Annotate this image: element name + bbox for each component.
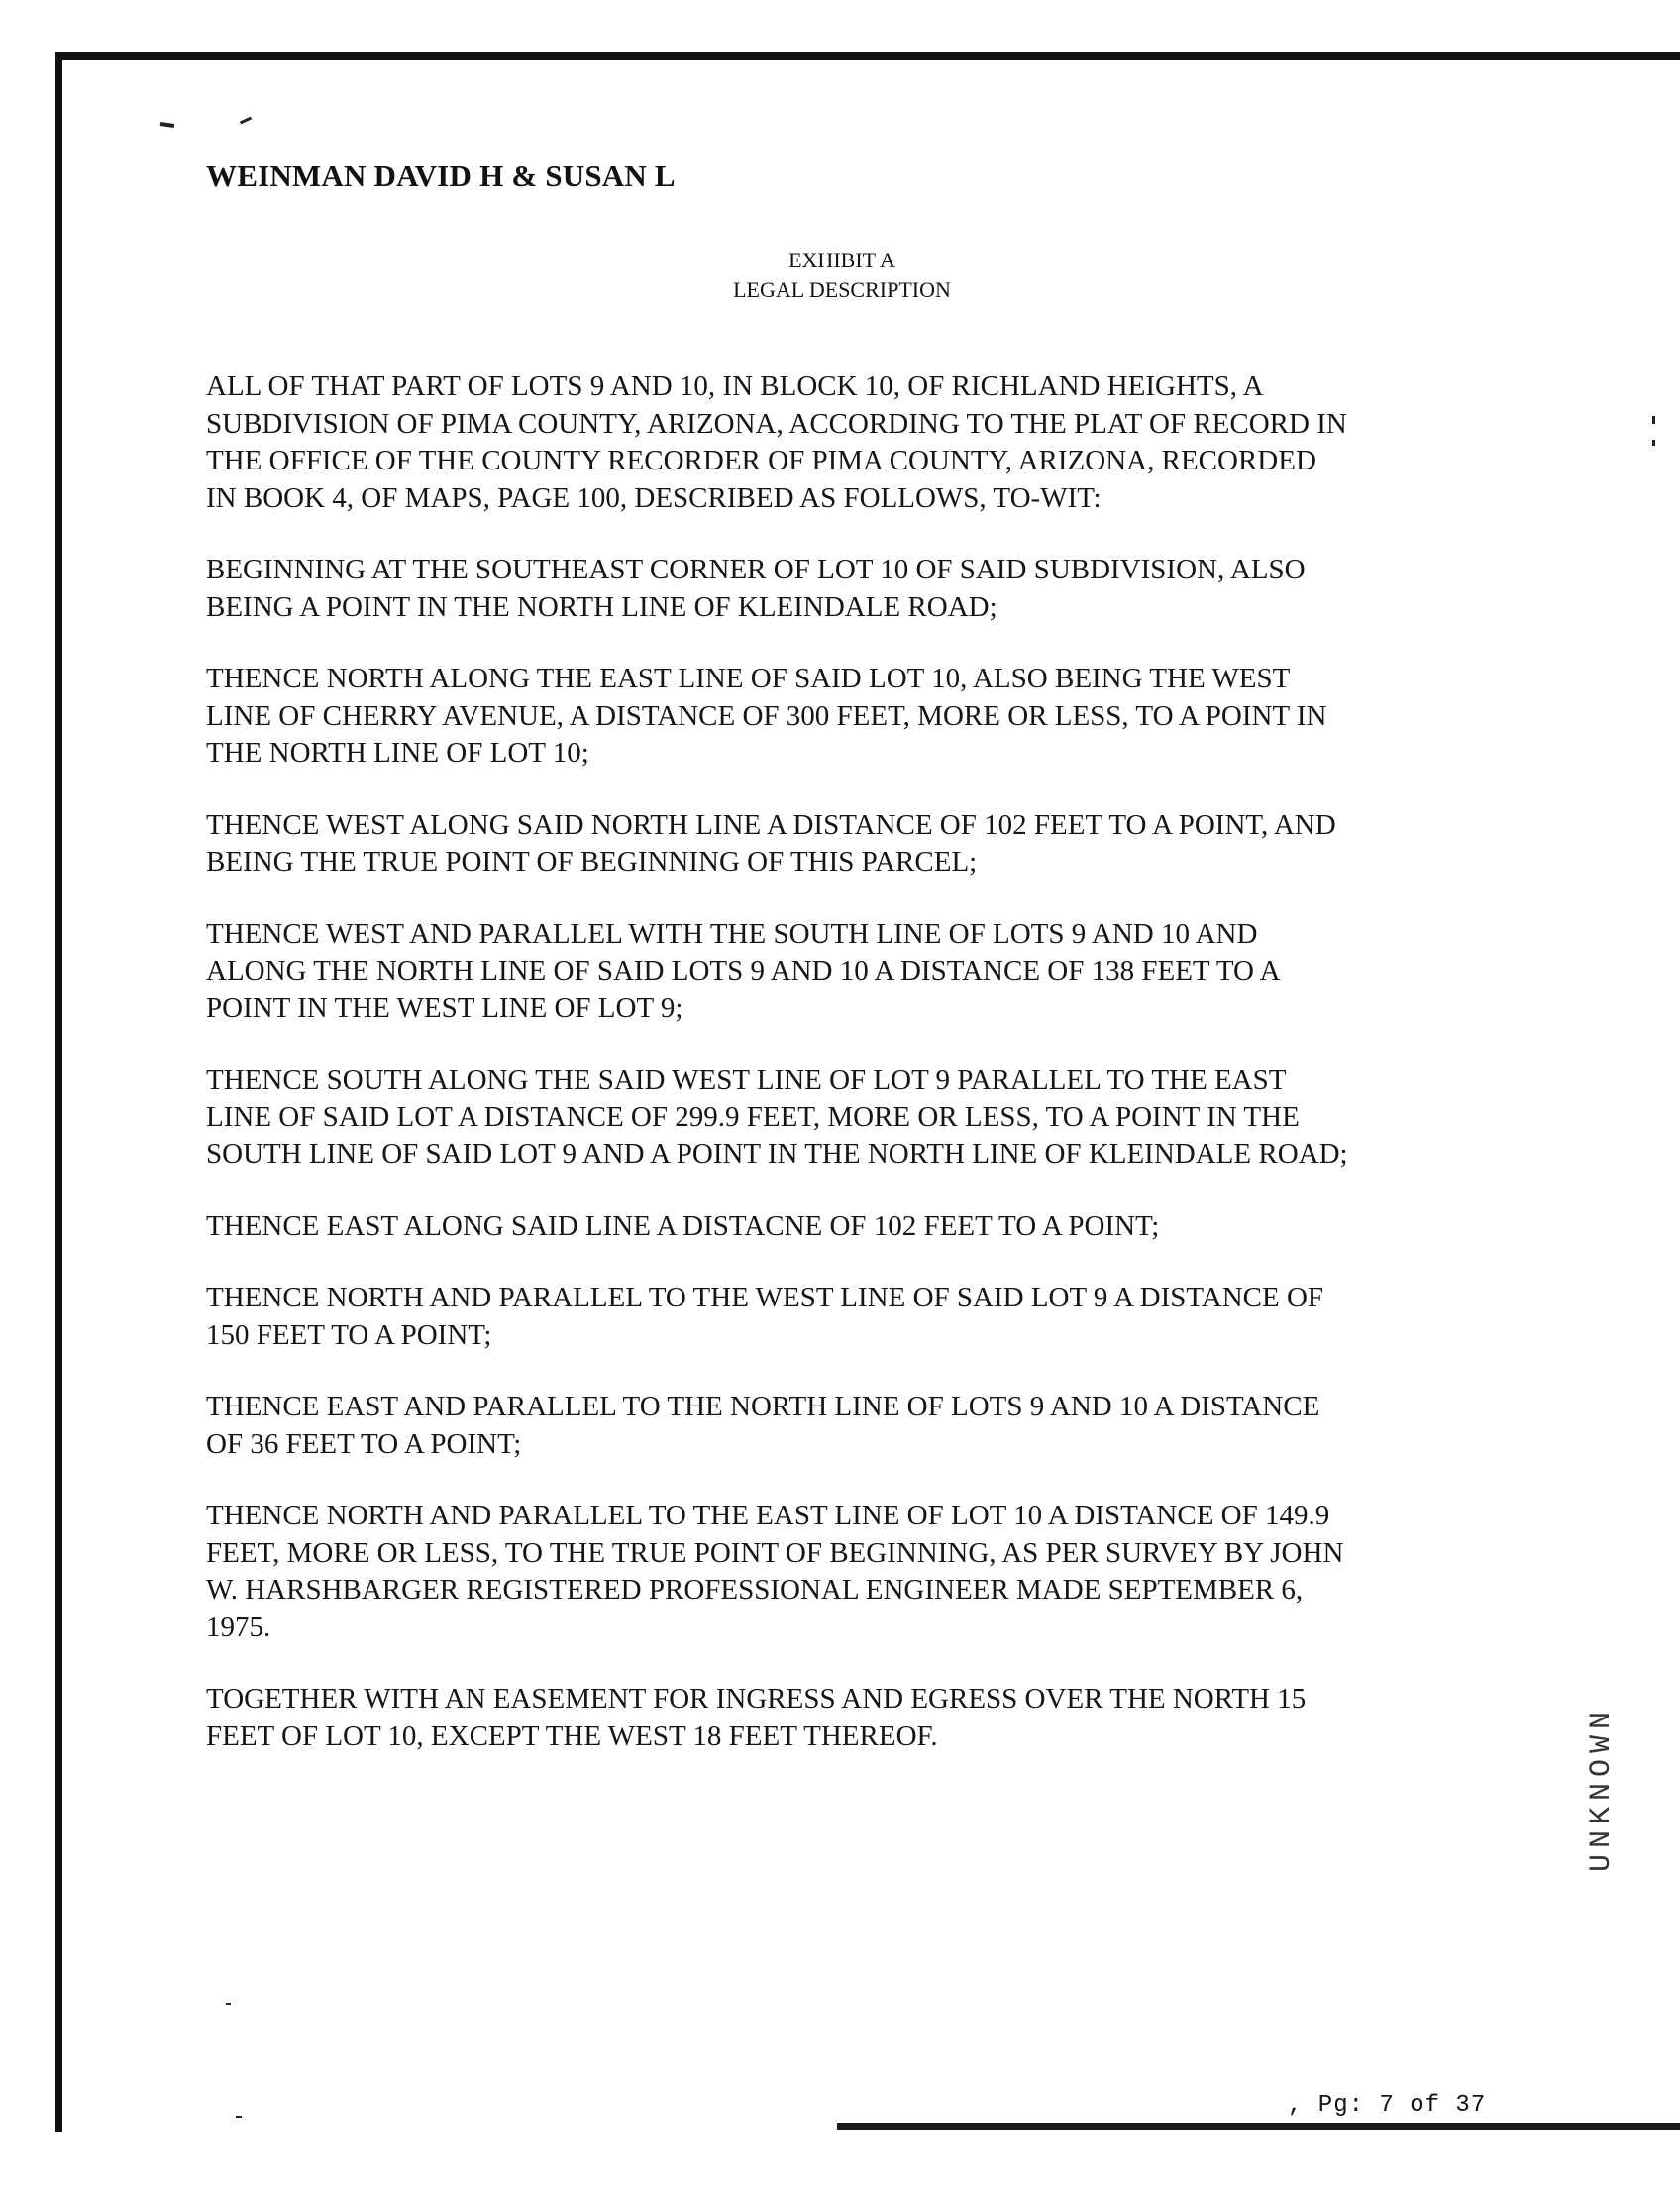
paragraph-line: SUBDIVISION OF PIMA COUNTY, ARIZONA, ACCORDING TO THE PLAT OF RECORD IN xyxy=(206,407,1347,440)
scan-speck xyxy=(236,2116,242,2118)
legal-paragraph xyxy=(206,1208,1494,1246)
scan-top-border xyxy=(57,52,1680,60)
paragraph-line: IN BOOK 4, OF MAPS, PAGE 100, DESCRIBED AS FOLLOWS, TO-WIT: xyxy=(206,481,1102,514)
paragraph-line: BEING A POINT IN THE NORTH LINE OF KLEINDALE ROAD; xyxy=(206,590,998,623)
paragraph-line: THENCE SOUTH ALONG THE SAID WEST LINE OF LOT 9 PARALLEL TO THE EAST xyxy=(206,1064,1287,1095)
legal-paragraph xyxy=(206,1389,1494,1463)
owner-name: WEINMAN DAVID H & SUSAN L xyxy=(206,158,676,193)
paragraph-line: 150 FEET TO A POINT; xyxy=(206,1318,492,1351)
paragraph-line: FEET, MORE OR LESS, TO THE TRUE POINT OF BEGINNING, AS PER SURVEY BY JOHN xyxy=(206,1536,1344,1569)
scan-speck xyxy=(1652,416,1655,424)
paragraph-line: FEET OF LOT 10, EXCEPT THE WEST 18 FEET THEREOF. xyxy=(206,1719,938,1752)
legal-paragraph xyxy=(206,552,1494,626)
paragraph-line: W. HARSHBARGER REGISTERED PROFESSIONAL ENGINEER MADE SEPTEMBER 6, xyxy=(206,1574,1304,1606)
paragraph-line: LINE OF CHERRY AVENUE, A DISTANCE OF 300 FEET, MORE OR LESS, TO A POINT IN xyxy=(206,699,1327,732)
paragraph-line: THE NORTH LINE OF LOT 10; xyxy=(206,737,589,769)
legal-paragraph xyxy=(206,807,1494,882)
legal-description-body xyxy=(206,368,1494,1790)
paragraph-line: THENCE EAST ALONG SAID LINE A DISTACNE OF 102 FEET TO A POINT; xyxy=(206,1209,1160,1242)
scan-left-border xyxy=(55,52,62,2132)
scan-speck xyxy=(1652,440,1655,446)
paragraph-line: THENCE WEST ALONG SAID NORTH LINE A DISTANCE OF 102 FEET TO A POINT, AND xyxy=(206,808,1336,841)
legal-paragraph xyxy=(206,661,1494,773)
exhibit-label: EXHIBIT A xyxy=(788,248,895,272)
paragraph-line: THENCE WEST AND PARALLEL WITH THE SOUTH LINE OF LOTS 9 AND 10 AND xyxy=(206,917,1258,950)
legal-paragraph xyxy=(206,368,1494,517)
scan-speck xyxy=(240,117,252,125)
paragraph-line: BEING THE TRUE POINT OF BEGINNING OF THIS PARCEL; xyxy=(206,846,978,878)
paragraph-line: TOGETHER WITH AN EASEMENT FOR INGRESS AND EGRESS OVER THE NORTH 15 xyxy=(206,1683,1307,1715)
paragraph-line: 1975. xyxy=(206,1611,271,1643)
margin-stamp xyxy=(1585,1545,1625,1872)
paragraph-line: OF 36 FEET TO A POINT; xyxy=(206,1427,522,1460)
paragraph-line: POINT IN THE WEST LINE OF LOT 9; xyxy=(206,991,683,1024)
paragraph-line: ALL OF THAT PART OF LOTS 9 AND 10, IN BLOCK 10, OF RICHLAND HEIGHTS, A xyxy=(206,370,1264,402)
legal-paragraph xyxy=(206,916,1494,1028)
legal-paragraph xyxy=(206,1280,1494,1354)
paragraph-line: ALONG THE NORTH LINE OF SAID LOTS 9 AND 10 A DISTANCE OF 138 FEET TO A xyxy=(206,955,1281,987)
paragraph-line: BEGINNING AT THE SOUTHEAST CORNER OF LOT 10 OF SAID SUBDIVISION, ALSO xyxy=(206,554,1306,585)
paragraph-line: THENCE NORTH AND PARALLEL TO THE WEST LINE OF SAID LOT 9 A DISTANCE OF xyxy=(206,1282,1324,1313)
scan-speck xyxy=(160,122,174,128)
paragraph-line: THENCE EAST AND PARALLEL TO THE NORTH LINE OF LOTS 9 AND 10 A DISTANCE xyxy=(206,1391,1320,1422)
margin-stamp-text: UNKNOWN xyxy=(1585,1705,1619,1872)
paragraph-line: THE OFFICE OF THE COUNTY RECORDER OF PIMA COUNTY, ARIZONA, RECORDED xyxy=(206,445,1316,476)
paragraph-line: THENCE NORTH ALONG THE EAST LINE OF SAID LOT 10, ALSO BEING THE WEST xyxy=(206,663,1291,694)
scan-speck xyxy=(226,2003,231,2005)
legal-paragraph xyxy=(206,1062,1494,1174)
paragraph-line: LINE OF SAID LOT A DISTANCE OF 299.9 FEET, MORE OR LESS, TO A POINT IN THE xyxy=(206,1100,1300,1133)
page-indicator: , Pg: 7 of 37 xyxy=(1288,2092,1487,2119)
legal-paragraph xyxy=(206,1681,1494,1755)
paragraph-line: THENCE NORTH AND PARALLEL TO THE EAST LINE OF LOT 10 A DISTANCE OF 149.9 xyxy=(206,1500,1330,1531)
footer-rule xyxy=(837,2123,1680,2130)
legal-paragraph xyxy=(206,1498,1494,1646)
paragraph-line: SOUTH LINE OF SAID LOT 9 AND A POINT IN THE NORTH LINE OF KLEINDALE ROAD; xyxy=(206,1138,1348,1170)
legal-description-label: LEGAL DESCRIPTION xyxy=(733,277,951,302)
